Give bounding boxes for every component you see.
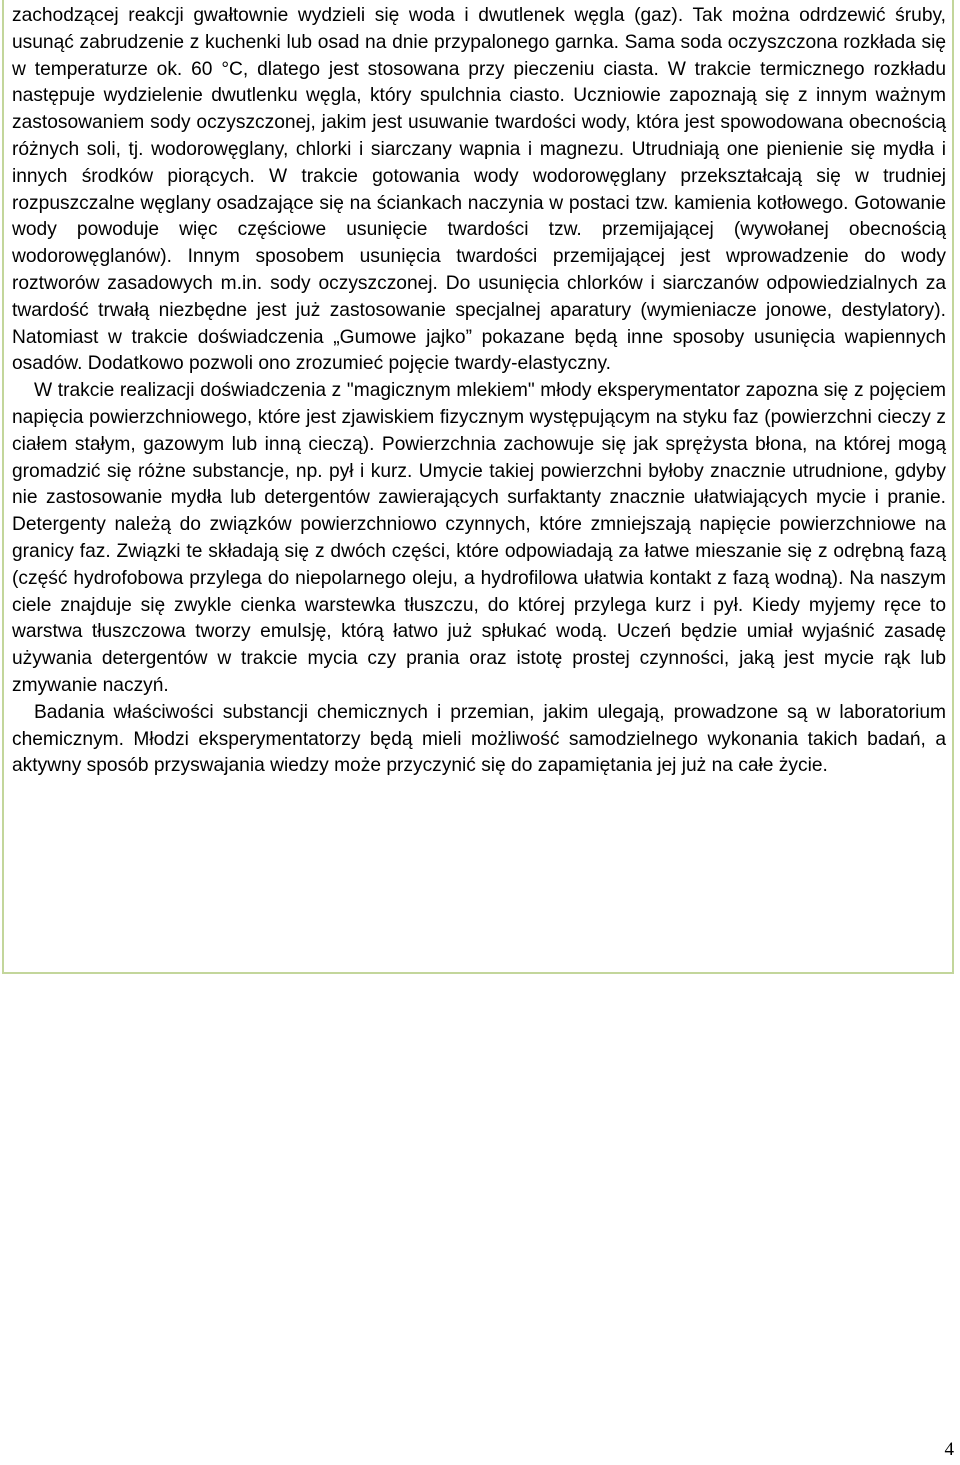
paragraph-surface-tension: W trakcie realizacji doświadczenia z "magicznym mlekiem" młody eksperymentator zapozna się z pojęciem napięcia powierzchniowego, które jest zjawiskiem fizycznym występującym na styku faz (powierzchni cieczy z ciałem stałym, gazowym lub inną cieczą). Powierzchnia zachowuje się jak sprężysta błona, na której mogą gromadzić się różne substancje, np. pył i kurz. Umycie takiej powierzchni byłoby znacznie utrudnione, gdyby nie zastosowanie mydła lub detergentów zawierających surfaktanty znacznie ułatwiających mycie i pranie. Detergenty należą do związków powierzchniowo czynnych, które zmniejszają napięcie powierzchniowe na granicy faz. Związki te składają się z dwóch części, które odpowiadają za łatwe mieszanie się z odrębną fazą (część hydrofobowa przylega do niepolarnego oleju, a hydrofilowa ułatwia kontakt z fazą wodną). Na naszym ciele znajduje się zwykle cienka warstewka tłuszczu, do której przylega kurz i pył. Kiedy myjemy ręce to warstwa tłuszczowa tworzy emulsję, którą łatwo już spłukać wodą. Uczeń będzie umiał wyjaśnić zasadę używania detergentów w trakcie mycia czy prania oraz istotę prostej czynności, jaką jest mycie rąk lub zmywanie naczyń. [12, 380, 946, 696]
paragraph-laboratory: Badania właściwości substancji chemicznych i przemian, jakim ulegają, prowadzone są w laboratorium chemicznym. Młodzi eksperymentatorzy będą mieli możliwość samodzielnego wykonania takich badań, a aktywny sposób przyswajania wiedzy może przyczynić się do zapamiętania jej już na całe życie. [12, 701, 946, 777]
document-body [12, 3, 946, 780]
page-number: 4 [944, 1439, 954, 1460]
paragraph-baking-soda: zachodzącej reakcji gwałtownie wydzieli się woda i dwutlenek węgla (gaz). Tak można odrdzewić śruby, usunąć zabrudzenie z kuchenki lub osad na dnie przypalonego garnka. Sama soda oczyszczona rozkłada się w temperaturze ok. 60 °C, dlatego jest stosowana przy pieczeniu ciasta. W trakcie termicznego rozkładu następuje wydzielenie dwutlenku węgla, który spulchnia ciasto. Uczniowie zapoznają się z innym ważnym zastosowaniem sody oczyszczonej, jakim jest usuwanie twardości wody, która jest spowodowana obecnością różnych soli, tj. wodorowęglany, chlorki i siarczany wapnia i magnezu. Utrudniają one pienienie się mydła i innych środków piorących. W trakcie gotowania wody wodorowęglany przekształcają się w trudniej rozpuszczalne węglany osadzające się na ściankach naczynia w postaci tzw. kamienia kotłowego. Gotowanie wody powoduje więc częściowe usunięcie twardości tzw. przemijającej (wywołanej obecnością wodorowęglanów). Innym sposobem usunięcia twardości przemijającej jest wprowadzenie do wody roztworów zasadowych m.in. sody oczyszczonej. Do usunięcia chlorków i siarczanów odpowiedzialnych za twardość trwałą niezbędne jest już zastosowanie specjalnej aparatury (wymieniacze jonowe, destylatory). Natomiast w trakcie doświadczenia „Gumowe jajko” pokazane będą inne sposoby usunięcia wapiennych osadów. Dodatkowo pozwoli ono zrozumieć pojęcie twardy-elastyczny. [12, 5, 946, 375]
